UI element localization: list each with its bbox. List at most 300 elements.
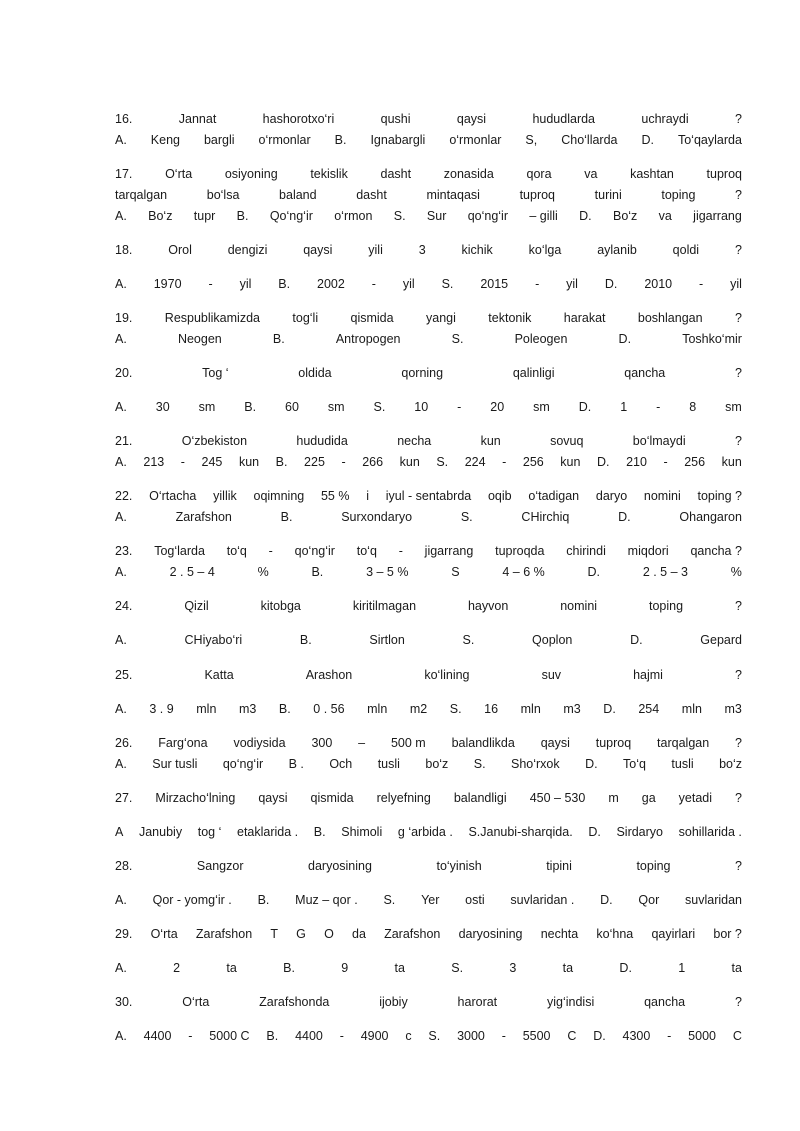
word: A. [115,277,127,291]
word: boshlangan [637,311,703,325]
word: ko‘lga [528,243,562,257]
word: 10 [414,400,429,414]
word: O‘rta [182,995,210,1009]
word: D. [585,757,598,771]
word: bor ? [713,927,742,941]
word: To‘qaylarda [677,133,742,147]
word: 18. [115,243,133,257]
word: D. [603,702,616,716]
word: jigarrang [424,544,474,558]
word: ta [562,961,574,975]
word: ? [734,995,742,1009]
word: ga [641,791,656,805]
word: - [398,544,403,558]
word: 23. [115,544,133,558]
word: Sirdaryo [616,825,663,839]
word: qayirlari [651,927,696,941]
word: 20. [115,366,133,380]
word: 1970 [153,277,182,291]
word: 3 [509,961,517,975]
word: tuproq [706,167,742,181]
word: 30. [115,995,133,1009]
word: 1 [620,400,628,414]
word: qalinligi [512,366,555,380]
word: Bo‘z [148,209,173,223]
word: nomini [560,599,598,613]
answer-options-line [115,131,742,149]
word: Qor - yomg‘ir . [152,893,232,907]
word: S. [373,400,386,414]
word: yil [730,277,742,291]
word: tupr [193,209,216,223]
answer-options-line [115,508,742,526]
word: ? [734,243,742,257]
word: Ignabargli [370,133,426,147]
word: S, [525,133,538,147]
word: % [257,565,269,579]
word: ko‘lining [424,668,470,682]
word: hududida [296,434,348,448]
question-text-line [115,666,742,684]
word: va [658,209,672,223]
word: 60 [285,400,299,414]
word: da [352,927,366,941]
word: 300 [311,736,333,750]
word: O [324,927,334,941]
word: 2010 [644,277,673,291]
word: B. [272,332,285,346]
word: m3 [563,702,581,716]
answer-options-line [115,959,742,977]
word: Qor [638,893,660,907]
answer-options-line [115,330,742,348]
word: toping ? [697,489,742,503]
word: Zarafshon [195,927,253,941]
word: qancha [624,366,666,380]
word: o‘rmonlar [258,133,311,147]
answer-options-line [115,453,742,471]
question-text-line [115,241,742,259]
word: ta [394,961,405,975]
word: Zarafshon [384,927,441,941]
word: O‘rta [150,927,178,941]
word: necha [397,434,432,448]
word: suv [541,668,562,682]
word: 210 [626,455,647,469]
word: - [535,277,540,291]
word: 450 – 530 [529,791,586,805]
word: m [608,791,619,805]
word: ? [735,366,742,380]
word: kiritilmagan [352,599,417,613]
answer-options-line [115,631,742,649]
word: 27. [115,791,133,805]
word: ? [735,736,742,750]
word: B. [311,565,324,579]
word: mln [367,702,388,716]
word: ? [734,311,742,325]
word: 4300 [622,1029,651,1043]
word: 2 [173,961,181,975]
word: g ‘arbida . [397,825,453,839]
word: Arashon [305,668,353,682]
word: C [567,1029,577,1043]
word: o‘tadigan [528,489,580,503]
word: 17. [115,167,133,181]
word: ta [226,961,237,975]
word: A. [115,455,127,469]
word: CHirchiq [521,510,570,524]
word: S.Janubi-sharqida. [468,825,573,839]
word: B. [313,825,326,839]
word: A. [115,757,127,771]
word: 256 [522,455,544,469]
word: ? [734,434,742,448]
word: - [268,544,273,558]
word: 29. [115,927,133,941]
word: Neogen [177,332,222,346]
word: 0 . 56 [313,702,345,716]
word: qo‘ng‘ir [222,757,264,771]
word: 4400 [295,1029,323,1043]
word: qaysi [456,112,487,126]
word: kashtan [630,167,674,181]
answer-options-line [115,823,742,841]
word: 2002 [317,277,345,291]
word: B . [288,757,304,771]
word: B. [334,133,347,147]
word: yillik [213,489,237,503]
word: A. [115,332,127,346]
word: Mirzacho‘lning [155,791,236,805]
word: balandligi [453,791,507,805]
word: Muz – qor . [295,893,358,907]
word: kun [560,455,581,469]
word: daryosining [308,859,372,873]
word: S. [436,455,449,469]
word: – [358,736,366,750]
word: hajmi [633,668,663,682]
word: D. [630,633,643,647]
word: Zarafshonda [259,995,330,1009]
word: oqib [487,489,512,503]
word: D. [618,332,632,346]
word: qancha [644,995,686,1009]
word: sovuq [550,434,584,448]
word: bo‘lsa [206,188,240,202]
word: tuproqda [495,544,545,558]
word: nechta [540,927,579,941]
word: 2015 [480,277,509,291]
word: daryosining [458,927,523,941]
word: - [502,455,507,469]
word: C [732,1029,742,1043]
word: jigarrang [693,209,742,223]
answer-options-line [115,700,742,718]
word: ta [731,961,742,975]
word: 3 . 9 [149,702,174,716]
word: A. [115,209,127,223]
word: tarqalgan [115,188,168,202]
word: suvlaridan . [510,893,575,907]
word: Respublikamizda [164,311,260,325]
word: D. [619,961,632,975]
answer-options-line [115,563,742,581]
word: Sirtlon [369,633,405,647]
word: - [339,1029,344,1043]
word: 2 . 5 – 3 [642,565,688,579]
word: 4400 [143,1029,172,1043]
word: 254 [638,702,660,716]
word: mintaqasi [426,188,480,202]
word: 19. [115,311,133,325]
word: A. [115,1029,127,1043]
word: qoldi [672,243,700,257]
word: qaysi [258,791,288,805]
word: Zarafshon [175,510,232,524]
word: - [656,400,661,414]
word: turini [594,188,622,202]
word: hayvon [467,599,509,613]
word: 22. [115,489,133,503]
word: 225 [304,455,325,469]
word: - [667,1029,672,1043]
word: toping [661,188,696,202]
word: tusli [671,757,694,771]
word: dasht [380,167,412,181]
word: D. [593,1029,606,1043]
word: Sangzor [196,859,244,873]
word: % [730,565,742,579]
word: Farg‘ona [158,736,208,750]
word: 8 [689,400,697,414]
word: A [115,825,124,839]
word: tektonik [488,311,532,325]
word: Bo‘z [612,209,638,223]
word: 16. [115,112,133,126]
word: B. [275,455,288,469]
word: qancha ? [690,544,742,558]
word: Poleogen [514,332,568,346]
word: tarqalgan [657,736,710,750]
word: B. [280,510,293,524]
word: - [663,455,668,469]
word: D. [641,133,654,147]
word: oqimning [253,489,305,503]
word: Orol [168,243,192,257]
word: qo‘ng‘ir [294,544,335,558]
word: ijobiy [379,995,408,1009]
word: S. [441,277,454,291]
word: m3 [238,702,257,716]
word: - [208,277,213,291]
word: Keng [150,133,180,147]
word: i [366,489,370,503]
word: - [457,400,462,414]
word: sm [725,400,742,414]
word: m2 [409,702,428,716]
question-text-line [115,432,742,450]
word: o‘rmon [334,209,373,223]
word: chirindi [566,544,606,558]
word: B. [257,893,270,907]
word: - [501,1029,506,1043]
word: 28. [115,859,133,873]
word: 1 [678,961,686,975]
word: kitobga [260,599,301,613]
question-text-line [115,487,742,505]
word: tipini [546,859,572,873]
word: relyefning [376,791,431,805]
word: mln [520,702,541,716]
word: O‘rtacha [149,489,197,503]
word: 21. [115,434,133,448]
answer-options-line [115,275,742,293]
word: S. [451,332,464,346]
word: sohillarida . [678,825,742,839]
word: hududlarda [532,112,596,126]
word: CHiyabo‘ri [184,633,243,647]
word: ? [735,599,742,613]
word: A. [115,961,127,975]
word: tog‘li [292,311,319,325]
word: - [371,277,376,291]
word: qo‘ng‘ir [467,209,508,223]
answer-options-line [115,891,742,909]
word: - [341,455,346,469]
word: G [296,927,306,941]
question-text-line [115,110,742,128]
word: B. [278,702,291,716]
word: qaysi [540,736,570,750]
word: Katta [204,668,234,682]
word: kun [238,455,260,469]
word: bo‘z [425,757,449,771]
word: 20 [490,400,505,414]
word: B. [299,633,312,647]
word: to‘yinish [436,859,482,873]
word: A. [115,400,127,414]
word: osiyoning [224,167,278,181]
word: 26. [115,736,133,750]
answer-options-line [115,755,742,773]
word: ? [735,791,742,805]
word: Ohangaron [679,510,742,524]
question-text-line [115,165,742,183]
word: 16 [484,702,499,716]
word: O‘rta [165,167,193,181]
word: ? [735,188,742,202]
word: qora [526,167,552,181]
word: 4900 [360,1029,389,1043]
word: Och [329,757,353,771]
word: D. [600,893,613,907]
word: Sur [426,209,447,223]
word: Qizil [184,599,209,613]
word: S [451,565,460,579]
word: aylanib [597,243,637,257]
word: 9 [341,961,349,975]
word: va [584,167,598,181]
word: sm [198,400,216,414]
word: tekislik [310,167,348,181]
word: A. [115,510,127,524]
word: 3000 [457,1029,485,1043]
word: 5500 [522,1029,551,1043]
word: 5000 C [209,1029,250,1043]
word: B. [244,400,257,414]
word: tog ‘ [197,825,222,839]
word: dengizi [227,243,268,257]
word: S. [473,757,486,771]
word: tusli [377,757,400,771]
question-text-line [115,789,742,807]
word: etaklarida . [237,825,299,839]
word: toping [636,859,671,873]
word: - [188,1029,193,1043]
word: A. [115,702,127,716]
word: hashorotxo‘ri [262,112,335,126]
word: to‘q [226,544,247,558]
word: mln [681,702,702,716]
word: bo‘lmaydi [632,434,686,448]
word: yetadi [678,791,713,805]
word: daryo [595,489,628,503]
word: Toshko‘mir [682,332,742,346]
word: m3 [724,702,742,716]
word: ? [735,668,742,682]
word: 5000 [688,1029,716,1043]
word: B. [266,1029,279,1043]
word: yil [566,277,578,291]
word: D. [587,565,601,579]
word: Tog‘larda [154,544,205,558]
word: bo‘z [719,757,742,771]
word: S. [383,893,396,907]
word: zonasida [443,167,494,181]
word: 25. [115,668,133,682]
word: to‘q [356,544,377,558]
word: baland [279,188,317,202]
question-text-line [115,542,742,560]
word: D. [579,209,592,223]
word: A. [115,565,127,579]
word: B. [236,209,249,223]
word: A. [115,633,127,647]
word: sm [533,400,550,414]
word: sm [327,400,345,414]
answer-options-line [115,398,742,416]
word: 3 [418,243,426,257]
word: toping [649,599,684,613]
word: 55 % [320,489,350,503]
word: suvlaridan [685,893,742,907]
word: balandlikda [451,736,515,750]
word: S. [462,633,475,647]
word: dasht [356,188,387,202]
word: yil [239,277,252,291]
question-text-line [115,309,742,327]
word: kun [480,434,501,448]
word: tuproq [595,736,632,750]
word: harakat [563,311,606,325]
word: vodiysida [233,736,286,750]
word: D. [597,455,610,469]
word: D. [588,825,601,839]
word: - [180,455,185,469]
word: 245 [201,455,223,469]
word: miqdori [627,544,669,558]
